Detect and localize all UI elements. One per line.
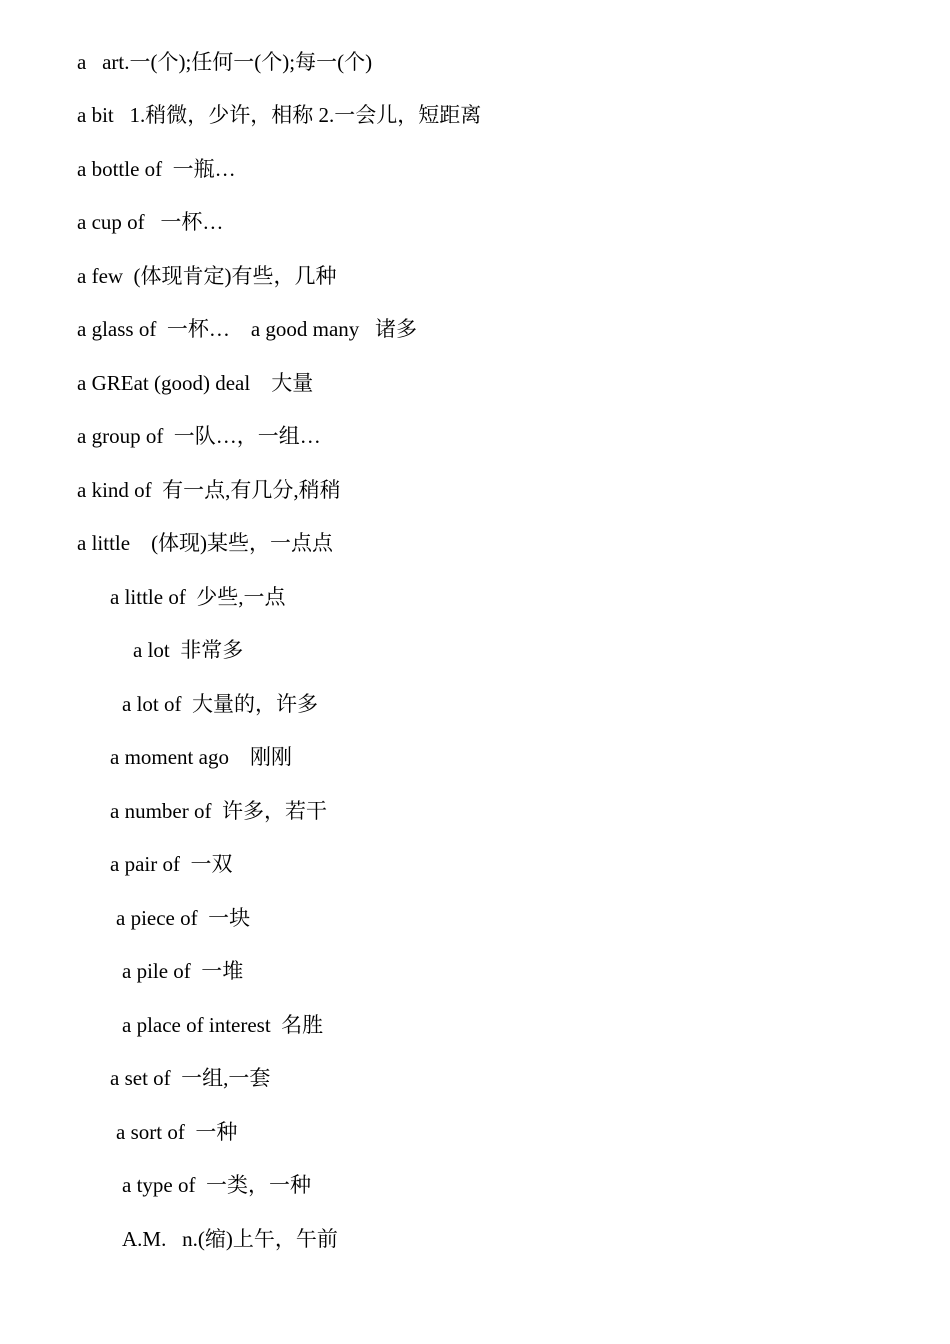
vocab-entry-a-glass-of: a glass of 一杯… a good many 诸多 (77, 317, 418, 341)
vocab-entry-a-piece-of: a piece of 一块 (116, 906, 251, 930)
vocab-entry-a-lot: a lot 非常多 (133, 638, 244, 662)
vocab-entry-a-pair-of: a pair of 一双 (110, 852, 233, 876)
vocab-entry-a-bottle-of: a bottle of 一瓶… (77, 157, 236, 181)
vocab-entry-a-bit: a bit 1.稍微，少许，相称 2.一会儿，短距离 (77, 103, 482, 127)
vocab-entry-a-pile-of: a pile of 一堆 (122, 959, 244, 983)
vocab-entry-a: a art.一(个);任何一(个);每一(个) (77, 50, 373, 74)
vocab-entry-a-sort-of: a sort of 一种 (116, 1120, 238, 1144)
vocab-entry-a-lot-of: a lot of 大量的，许多 (122, 692, 318, 716)
vocab-entry-a-few: a few (体现肯定)有些，几种 (77, 264, 337, 288)
vocab-entry-a-great-deal: a GREat (good) deal 大量 (77, 371, 314, 395)
vocab-entry-a-moment-ago: a moment ago 刚刚 (110, 745, 292, 769)
vocab-entry-am: A.M. n.(缩)上午，午前 (122, 1227, 338, 1251)
vocab-entry-a-number-of: a number of 许多，若干 (110, 799, 327, 823)
vocab-entry-a-set-of: a set of 一组,一套 (110, 1066, 271, 1090)
vocab-entry-a-type-of: a type of 一类，一种 (122, 1173, 311, 1197)
vocab-entry-a-group-of: a group of 一队…，一组… (77, 424, 321, 448)
vocab-entry-a-little-of: a little of 少些,一点 (110, 585, 286, 609)
vocab-entry-a-little: a little (体现)某些，一点点 (77, 531, 334, 555)
vocab-entry-a-place-of-interest: a place of interest 名胜 (122, 1013, 324, 1037)
vocab-entry-a-cup-of: a cup of 一杯… (77, 210, 224, 234)
vocab-entry-a-kind-of: a kind of 有一点,有几分,稍稍 (77, 478, 341, 502)
